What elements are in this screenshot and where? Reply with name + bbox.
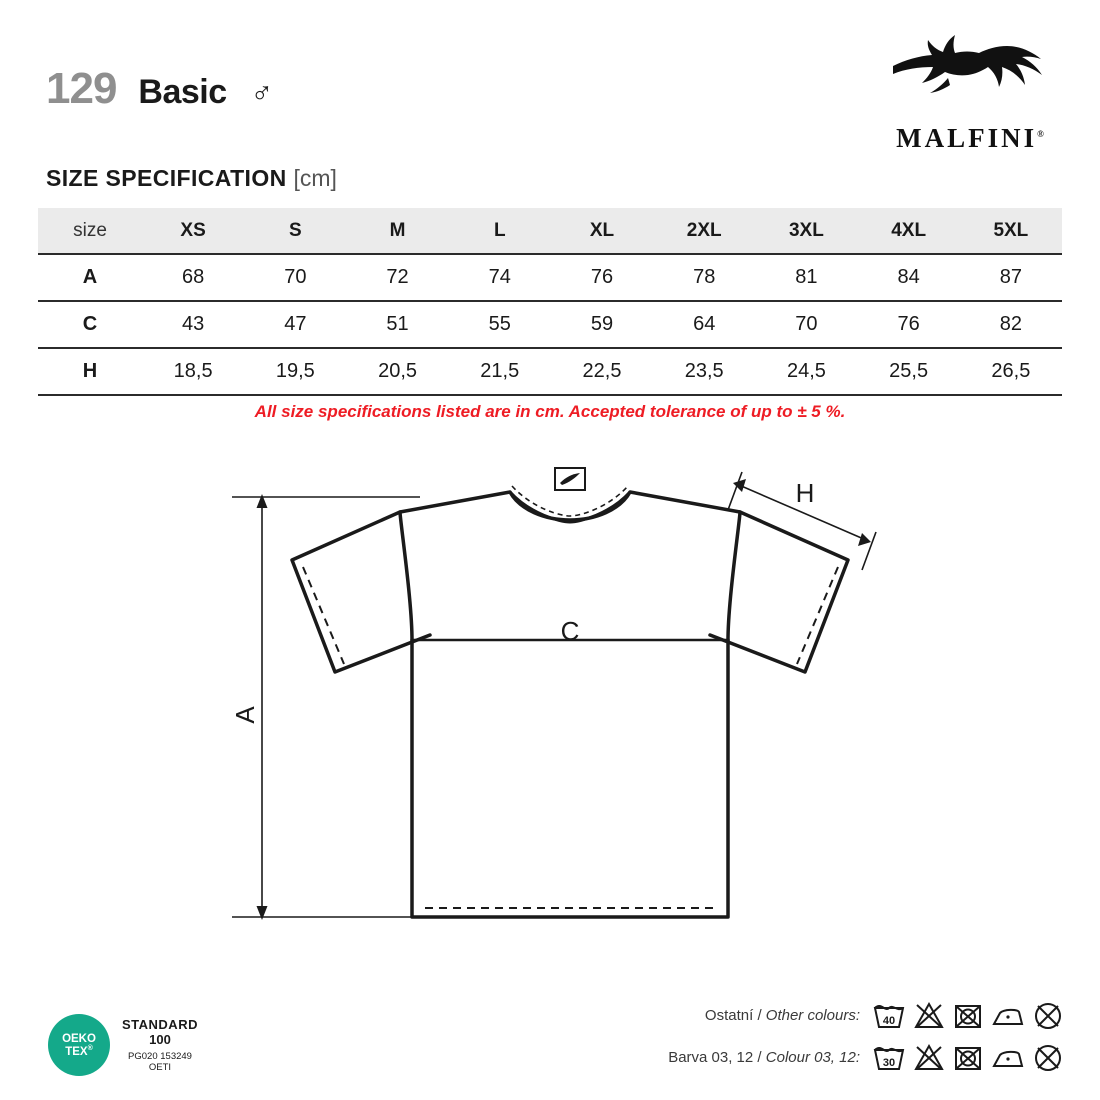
registered-mark: ® [1037, 129, 1044, 139]
cell-c-5xl: 82 [999, 313, 1022, 335]
cell-h-m: 20,5 [378, 360, 418, 382]
no-dry-clean-icon [1032, 1042, 1064, 1072]
cell-h-l: 21,5 [480, 360, 520, 382]
cell-c-s: 47 [284, 313, 307, 335]
cell-a-xl: 76 [590, 266, 614, 288]
cell-a-xs: 68 [181, 266, 205, 288]
table-col-m: M [346, 208, 448, 254]
wash-40-icon [872, 1000, 906, 1030]
cell-h-2xl: 23,5 [684, 360, 724, 382]
table-col-s: S [244, 208, 346, 254]
size-table [38, 208, 1062, 396]
row-label-c: C [82, 313, 98, 335]
cell-h-xs: 18,5 [173, 360, 213, 382]
page-header [46, 64, 273, 114]
oeko-standard-number: 100 [149, 1032, 171, 1047]
brand-logo [880, 26, 1060, 154]
cell-c-xs: 43 [181, 313, 205, 335]
no-bleach-icon [913, 1042, 945, 1072]
iron-low-icon [991, 1000, 1025, 1030]
cell-a-m: 72 [386, 266, 409, 288]
size-specification-title: SIZE SPECIFICATION [cm] [46, 165, 337, 191]
neck-label-icon [555, 468, 585, 490]
table-col-l: L [449, 208, 551, 254]
cell-h-xl: 22,5 [582, 360, 622, 382]
measure-label-a: A [230, 706, 260, 724]
oeko-tex-certification [48, 1014, 198, 1076]
care-label-cs-1: Ostatní [704, 1006, 754, 1024]
cell-h-3xl: 24,5 [786, 360, 826, 382]
care-label-en-1: Other colours: [765, 1006, 860, 1024]
care-label-cs-2: Barva 03, 12 [668, 1048, 754, 1066]
oeko-line2: TEX® [65, 1044, 93, 1058]
no-bleach-icon [913, 1000, 945, 1030]
cell-c-4xl: 76 [897, 313, 920, 335]
table-col-xs: XS [142, 208, 244, 254]
table-row [38, 348, 1062, 395]
cell-a-3xl: 81 [795, 266, 818, 288]
cell-a-5xl: 87 [999, 266, 1022, 288]
oeko-line1: OEKO [62, 1032, 96, 1045]
male-symbol-icon: ♂ [250, 77, 274, 110]
cell-c-xl: 59 [590, 313, 614, 335]
tolerance-note: All size specifications listed are in cm. Accepted tolerance of up to ± 5 %. [254, 402, 846, 421]
table-col-2xl: 2XL [653, 208, 755, 254]
cell-h-5xl: 26,5 [991, 360, 1031, 382]
table-row [38, 301, 1062, 348]
cell-c-3xl: 70 [795, 313, 818, 335]
brand-wordmark: MALFINI® [896, 123, 1044, 153]
table-col-size: size [38, 208, 142, 254]
measure-label-h: H [795, 478, 815, 508]
cell-c-2xl: 64 [693, 313, 716, 335]
care-row-other-colours: Ostatní / Other colours: 40 [594, 994, 1064, 1036]
no-tumble-dry-icon [952, 1042, 984, 1072]
row-label-h: H [82, 360, 98, 382]
cell-a-s: 70 [284, 266, 307, 288]
row-label-a: A [82, 266, 98, 288]
no-dry-clean-icon [1032, 1000, 1064, 1030]
oeko-cert-number: PG020 153249 [128, 1051, 192, 1062]
cell-a-2xl: 78 [693, 266, 716, 288]
table-header-row [38, 208, 1062, 254]
iron-low-icon [991, 1042, 1025, 1072]
eagle-logo-icon [885, 26, 1055, 121]
cell-h-4xl: 25,5 [889, 360, 929, 382]
garment-technical-drawing [0, 450, 1100, 950]
svg-text:40: 40 [882, 1015, 896, 1027]
measure-label-c: C [560, 616, 580, 646]
cell-a-l: 74 [488, 266, 511, 288]
cell-a-4xl: 84 [897, 266, 920, 288]
care-label-en-2: Colour 03, 12: [765, 1048, 860, 1066]
oeko-institute: OETI [148, 1062, 172, 1073]
svg-text:30: 30 [882, 1057, 896, 1069]
care-row-colour-03-12: Barva 03, 12 / Colour 03, 12: 30 [594, 1036, 1064, 1078]
table-col-3xl: 3XL [755, 208, 857, 254]
table-col-5xl: 5XL [960, 208, 1062, 254]
table-col-4xl: 4XL [858, 208, 960, 254]
cell-h-s: 19,5 [275, 360, 315, 382]
cell-c-l: 55 [488, 313, 511, 335]
product-name: Basic [138, 73, 227, 111]
cell-c-m: 51 [386, 313, 409, 335]
table-col-xl: XL [551, 208, 653, 254]
size-specification-unit: [cm] [293, 165, 337, 191]
oeko-standard-label: STANDARD [122, 1017, 198, 1032]
product-code: 129 [46, 64, 117, 113]
care-instructions [594, 994, 1064, 1078]
wash-30-icon [872, 1042, 906, 1072]
no-tumble-dry-icon [952, 1000, 984, 1030]
oeko-tex-badge-icon [48, 1014, 110, 1076]
table-row [38, 254, 1062, 301]
